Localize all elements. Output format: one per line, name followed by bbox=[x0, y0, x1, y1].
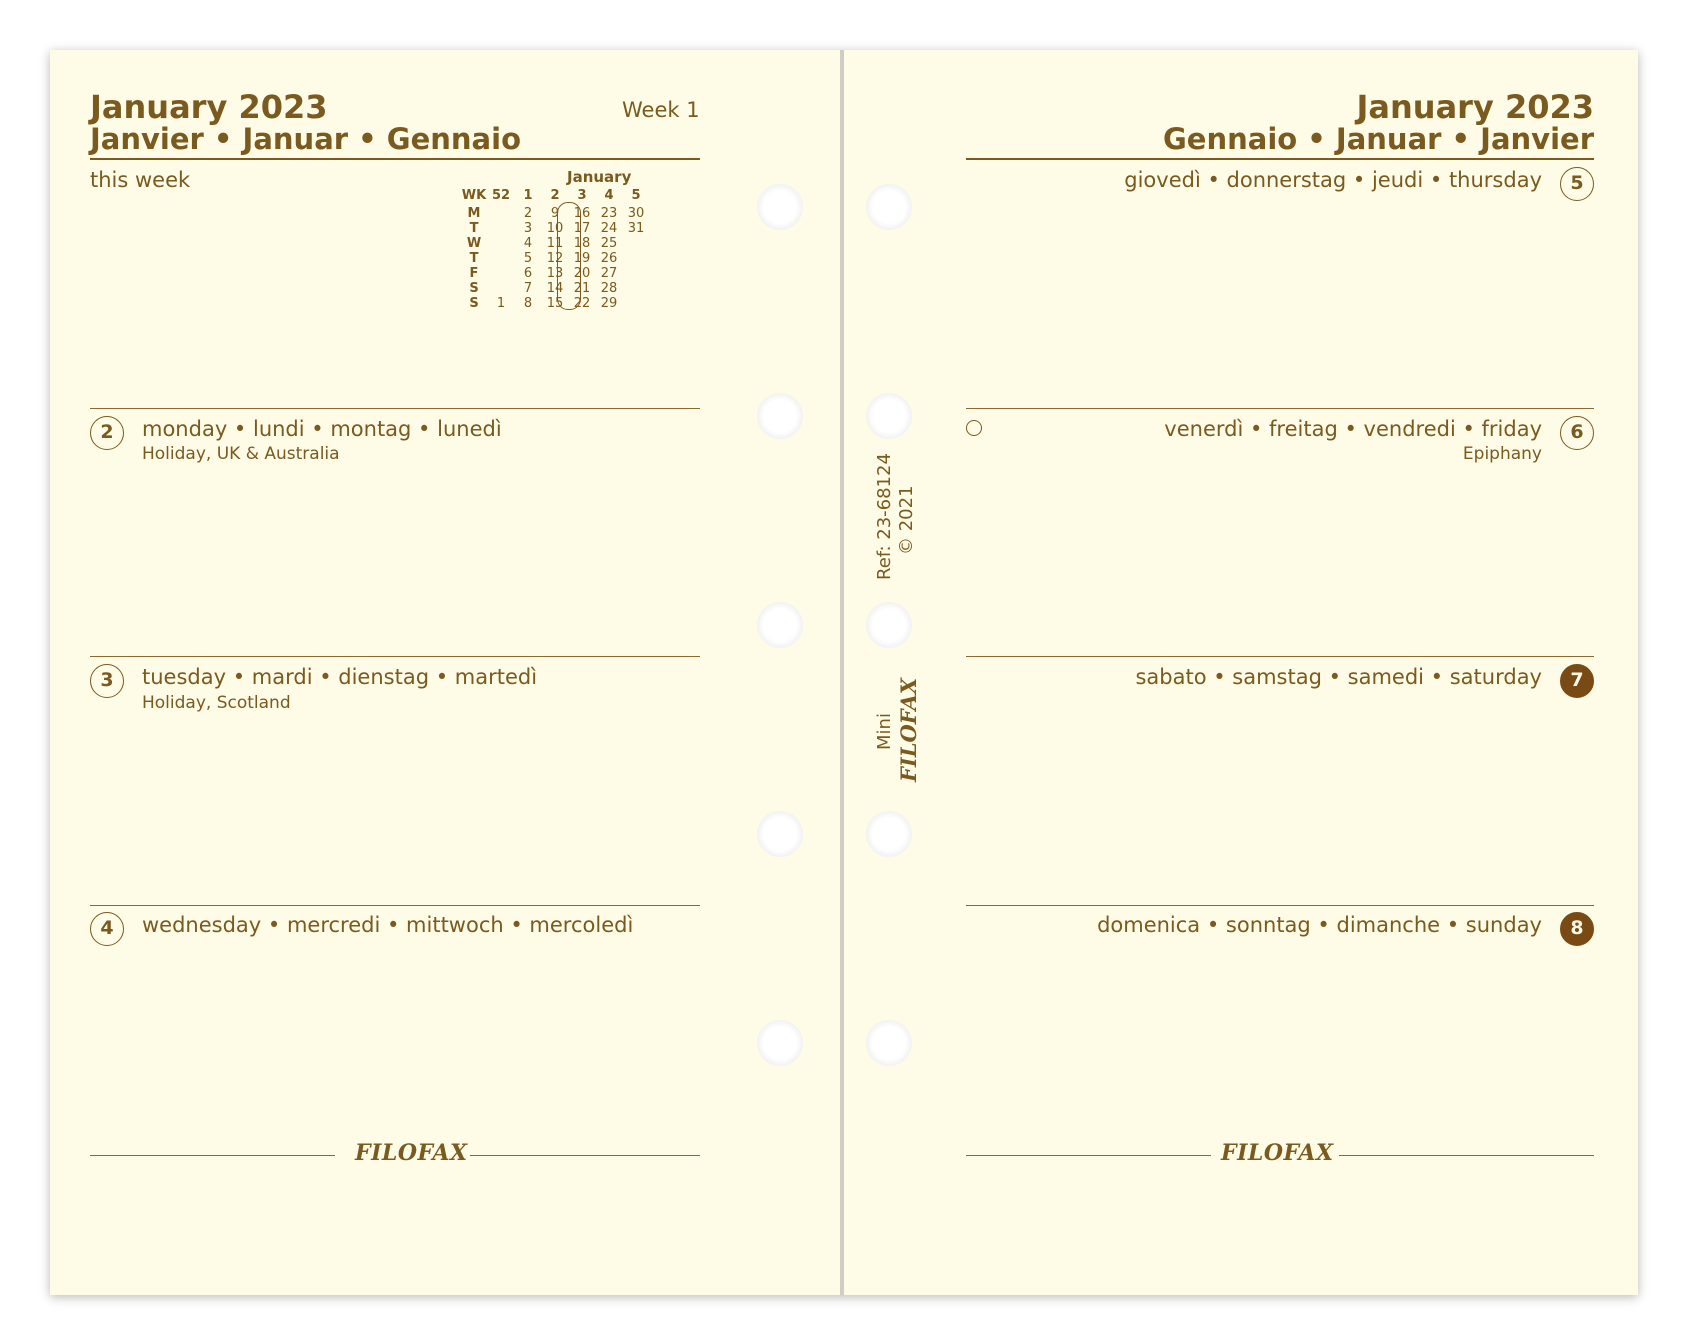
punch-hole bbox=[757, 393, 803, 439]
day-number-badge: 4 bbox=[90, 912, 124, 946]
mini-calendar-date: 10 bbox=[546, 221, 564, 236]
mini-calendar-date: 1 bbox=[496, 296, 506, 311]
punch-hole bbox=[757, 602, 803, 648]
footer-rule bbox=[1339, 1155, 1594, 1156]
mini-calendar-date: 24 bbox=[600, 221, 618, 236]
reference-number: Ref: 23-68124 bbox=[874, 453, 895, 580]
this-week-label: this week bbox=[90, 168, 191, 192]
size-label: Mini bbox=[874, 713, 895, 750]
header-rule bbox=[966, 158, 1594, 160]
mini-calendar-date: 29 bbox=[600, 296, 618, 311]
punch-hole bbox=[757, 1020, 803, 1066]
mini-calendar-date: 4 bbox=[523, 236, 533, 251]
punch-hole bbox=[866, 1020, 912, 1066]
day-name: wednesday • mercredi • mittwoch • mercoledì bbox=[142, 913, 634, 937]
left-page bbox=[50, 50, 840, 1295]
mini-calendar-date: 8 bbox=[523, 296, 533, 311]
mini-calendar-day-letter: M bbox=[467, 206, 481, 221]
mini-calendar-date: 28 bbox=[600, 281, 618, 296]
week-label: Week 1 bbox=[622, 98, 700, 122]
holiday-note: Holiday, Scotland bbox=[142, 693, 291, 713]
punch-hole bbox=[866, 811, 912, 857]
mini-calendar-date: 14 bbox=[546, 281, 564, 296]
page-subtitle: Gennaio • Januar • Janvier bbox=[1163, 122, 1594, 156]
spine-filofax-logo: FILOFAX bbox=[896, 677, 921, 782]
mini-calendar-date: 26 bbox=[600, 251, 618, 266]
mini-calendar-date: 3 bbox=[523, 221, 533, 236]
punch-hole bbox=[866, 602, 912, 648]
punch-hole bbox=[757, 811, 803, 857]
day-rule bbox=[966, 656, 1594, 657]
day-name: tuesday • mardi • dienstag • martedì bbox=[142, 665, 538, 689]
day-rule bbox=[966, 408, 1594, 409]
mini-calendar-date: 12 bbox=[546, 251, 564, 266]
day-number-badge: 6 bbox=[1560, 416, 1594, 450]
mini-calendar-date: 21 bbox=[573, 281, 591, 296]
day-name: giovedì • donnerstag • jeudi • thursday bbox=[1124, 168, 1542, 192]
mini-calendar-date: 13 bbox=[546, 266, 564, 281]
mini-calendar-day-letter: T bbox=[469, 221, 479, 236]
footer-rule bbox=[966, 1155, 1211, 1156]
mini-calendar-day-letter: S bbox=[469, 281, 479, 296]
mini-calendar-date: 9 bbox=[550, 206, 560, 221]
holiday-note: Holiday, UK & Australia bbox=[142, 444, 340, 464]
right-page bbox=[844, 50, 1638, 1295]
mini-calendar-month: January bbox=[567, 168, 632, 186]
day-number-badge: 3 bbox=[90, 664, 124, 698]
mini-calendar-date: 5 bbox=[523, 251, 533, 266]
day-number-badge: 5 bbox=[1560, 167, 1594, 201]
mini-calendar-date: 2 bbox=[523, 206, 533, 221]
mini-calendar-header: 5 bbox=[631, 188, 641, 203]
mini-calendar-header: 52 bbox=[491, 188, 511, 203]
mini-calendar-date: 23 bbox=[600, 206, 618, 221]
mini-calendar-date: 20 bbox=[573, 266, 591, 281]
mini-calendar-date: 6 bbox=[523, 266, 533, 281]
mini-calendar-day-letter: F bbox=[469, 266, 479, 281]
mini-calendar-date: 11 bbox=[546, 236, 564, 251]
mini-calendar-date: 19 bbox=[573, 251, 591, 266]
page-title: January 2023 bbox=[1356, 88, 1594, 126]
filofax-logo: FILOFAX bbox=[1221, 1140, 1334, 1166]
day-rule bbox=[90, 656, 700, 657]
punch-hole bbox=[757, 184, 803, 230]
day-number-badge-weekend: 8 bbox=[1560, 912, 1594, 946]
mini-calendar-date: 15 bbox=[546, 296, 564, 311]
day-name: venerdì • freitag • vendredi • friday bbox=[1164, 417, 1542, 441]
mini-calendar-date: 7 bbox=[523, 281, 533, 296]
moon-phase-icon bbox=[966, 420, 982, 436]
mini-calendar-date: 17 bbox=[573, 221, 591, 236]
day-name: sabato • samstag • samedi • saturday bbox=[1135, 665, 1542, 689]
holiday-note: Epiphany bbox=[1462, 444, 1542, 464]
mini-calendar-date: 27 bbox=[600, 266, 618, 281]
mini-calendar-header: 2 bbox=[550, 188, 560, 203]
mini-calendar-date: 22 bbox=[573, 296, 591, 311]
mini-calendar-date: 18 bbox=[573, 236, 591, 251]
mini-calendar-day-letter: T bbox=[469, 251, 479, 266]
day-rule bbox=[90, 408, 700, 409]
punch-hole bbox=[866, 184, 912, 230]
copyright: © 2021 bbox=[896, 485, 917, 555]
mini-calendar-day-letter: S bbox=[469, 296, 479, 311]
mini-calendar-date: 25 bbox=[600, 236, 618, 251]
day-rule bbox=[90, 905, 700, 906]
mini-calendar-date: 30 bbox=[627, 206, 645, 221]
footer-rule bbox=[90, 1155, 335, 1156]
header-rule bbox=[90, 158, 700, 160]
planner-spread bbox=[50, 50, 1638, 1295]
day-name: monday • lundi • montag • lunedì bbox=[142, 417, 502, 441]
mini-calendar-date: 16 bbox=[573, 206, 591, 221]
footer-rule bbox=[470, 1155, 700, 1156]
mini-calendar-header: WK bbox=[461, 188, 487, 203]
day-number-badge: 2 bbox=[90, 416, 124, 450]
punch-hole bbox=[866, 393, 912, 439]
mini-calendar-date: 31 bbox=[627, 221, 645, 236]
mini-calendar-day-letter: W bbox=[466, 236, 482, 251]
page-subtitle: Janvier • Januar • Gennaio bbox=[90, 122, 521, 156]
page-title: January 2023 bbox=[90, 88, 328, 126]
mini-calendar-header: 3 bbox=[577, 188, 587, 203]
filofax-logo: FILOFAX bbox=[355, 1140, 468, 1166]
day-number-badge-weekend: 7 bbox=[1560, 664, 1594, 698]
day-name: domenica • sonntag • dimanche • sunday bbox=[1097, 913, 1542, 937]
mini-calendar-header: 1 bbox=[523, 188, 533, 203]
mini-calendar-header: 4 bbox=[604, 188, 614, 203]
day-rule bbox=[966, 905, 1594, 906]
